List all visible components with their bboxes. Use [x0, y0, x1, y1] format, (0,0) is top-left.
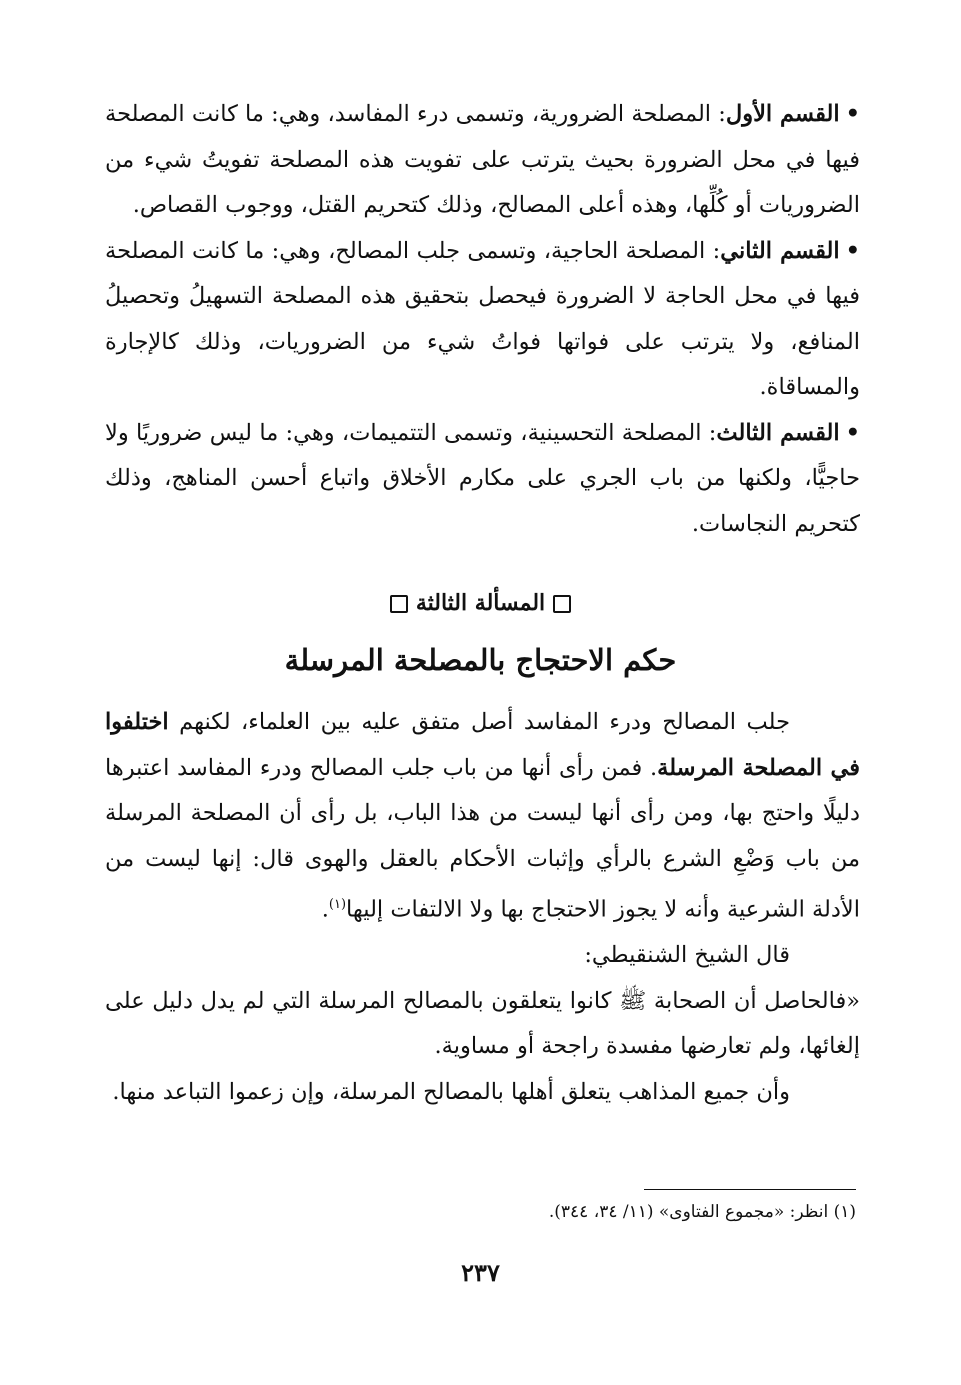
section-term: القسم الأول — [725, 101, 840, 127]
sections-block — [105, 92, 860, 547]
quote-paragraph: وأن جميع المذاهب يتعلق أهلها بالمصالح المرسلة، وإن زعموا التباعد منها. — [112, 1078, 790, 1105]
paragraph-end: . — [321, 896, 329, 923]
body-text — [105, 700, 860, 1115]
square-icon — [390, 595, 408, 613]
bullet: • — [845, 237, 861, 264]
section-text: : المصلحة الضرورية، وتسمى درء المفاسد، وهي: ما كانت المصلحة فيها في محل الضرورة بحيث يترتب على تفويت هذه المصلحة تفويتُ شيء من الضروريات أو كُلِّها، وهذه أعلى المصالح، وذلك كتحريم القتل، ووجوب القصاص. — [105, 101, 860, 218]
quote-intro: قال الشيخ الشنقيطي: — [584, 942, 790, 968]
section-term: القسم الثالث — [716, 419, 840, 446]
section-text: : المصلحة التحسينية، وتسمى التتميمات، وهي: ما ليس ضروريًا ولا حاجيًّا، ولكنها من باب الجري على مكارم الأخلاق واتباع أحسن المناهج، وذلك كتحريم النجاسات. — [105, 419, 860, 537]
paragraph-bold: اختلفوا في المصلحة المرسلة — [105, 709, 861, 781]
section-term: القسم الثاني — [720, 237, 840, 264]
paragraph-rest: . فمن رأى أنها من باب جلب المصالح ودرء المفاسد اعتبرها دليلًا واحتج بها، ومن رأى أنها ليست من هذا الباب، بل رأى أن المصلحة المرسلة من باب وَضْعِ الشرع بالرأي وإثبات الأحكام بالعقل والهوى قال: إنها ليست من الأدلة الشرعية وأنه لا يجوز الاحتجاج بها ولا الالتفات إليها — [105, 754, 860, 923]
footnote: (١) انظر: «مجموع الفتاوى» (١١/ ٣٤، ٣٤٤). — [548, 1202, 856, 1222]
footnote-ref[interactable]: (١) — [328, 897, 347, 912]
paragraph — [105, 700, 860, 933]
section-heading — [0, 590, 961, 616]
bullet: • — [845, 101, 860, 127]
quote-paragraph: «فالحاصل أن الصحابة ﷺ كانوا يتعلقون بالمصالح المرسلة التي لم يدل دليل على إلغائها، ولم تعارضها مفسدة راجحة أو مساوية. — [105, 987, 860, 1059]
section-text: : المصلحة الحاجية، وتسمى جلب المصالح، وهي: ما كانت المصلحة فيها في محل الحاجة لا الضرورة فيحصل بتحقيق هذه المصلحة التسهيلُ وتحصيلُ المنافع، ولا يترتب على فواتها فواتُ شيء من الضروريات، وذلك كالإجارة والمساقاة. — [105, 237, 860, 400]
paragraph-intro: جلب المصالح ودرء المفاسد أصل متفق عليه بين العلماء، لكنهم — [168, 709, 790, 735]
section-first — [105, 92, 860, 229]
section-second — [105, 229, 860, 411]
page-number: ٢٣٧ — [461, 1258, 500, 1287]
main-heading: حكم الاحتجاج بالمصلحة المرسلة — [284, 643, 677, 677]
section-heading-text: المسألة الثالثة — [415, 590, 546, 616]
section-third — [105, 411, 860, 548]
footnote-divider — [644, 1189, 856, 1190]
square-icon — [553, 595, 571, 613]
bullet: • — [845, 419, 860, 446]
